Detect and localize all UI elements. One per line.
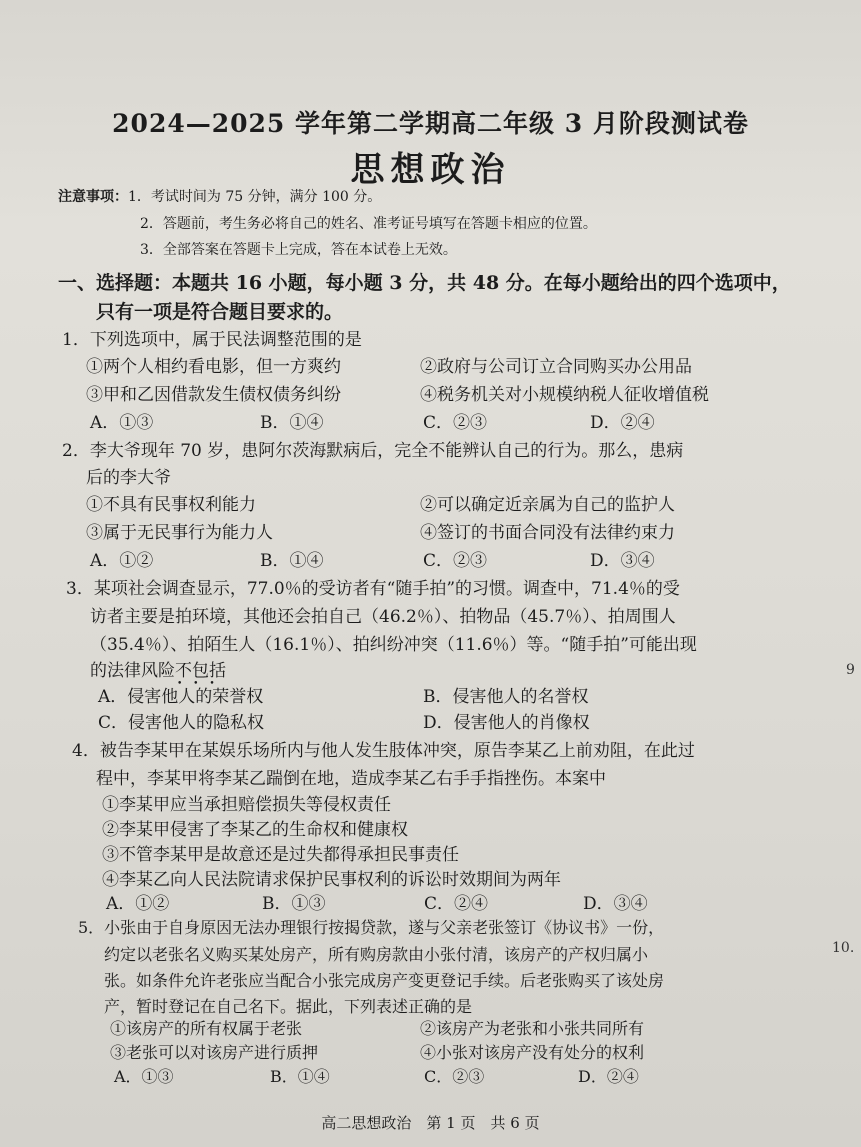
q3-option-a[interactable]: A．侵害他人的荣誉权 [98,687,264,707]
q3-stem-line4: 的法律风险不包括 • • • [90,656,226,681]
q4-statement-2: ②李某甲侵害了李某乙的生命权和健康权 [102,820,408,840]
q2-option-b[interactable]: B．①④ [260,551,324,571]
q4-option-a[interactable]: A．①② [106,894,170,914]
q3-stem-line2: 访者主要是拍环境，其他还会拍自己（46.2％）、拍物品（45.7％）、拍周围人 [90,607,676,627]
section-heading-line1: 一、选择题：本题共 16 小题，每小题 3 分，共 48 分。在每小题给出的四个选项中， [58,272,791,294]
q5-statement-2: ②该房产为老张和小张共同所有 [420,1019,645,1038]
q5-option-c[interactable]: C．②③ [424,1067,485,1086]
notice-item-3: 3．全部答案在答题卡上完成，答在本试卷上无效。 [140,242,457,258]
q2-option-c[interactable]: C．②③ [423,551,488,571]
q2-statement-3: ③属于无民事行为能力人 [86,523,273,543]
exam-title: 2024—2025 学年第二学期高二年级 3 月阶段测试卷 [112,109,749,138]
q1-statement-3: ③甲和乙因借款发生债权债务纠纷 [86,385,341,405]
q5-stem-line2: 约定以老张名义购买某处房产，所有购房款由小张付清，该房产的产权归属小 [104,945,649,964]
notice-label: 注意事项： [58,189,128,205]
section-heading-line2: 只有一项是符合题目要求的。 [96,301,344,323]
q3-stem-line3: （35.4％）、拍陌生人（16.1％）、拍纠纷冲突（11.6％）等。“随手拍”可能出现 [90,635,697,655]
edge-fragment-1: 9 [846,662,855,678]
q3-option-b[interactable]: B．侵害他人的名誉权 [423,687,589,707]
q5-option-b[interactable]: B．①④ [270,1067,330,1086]
page-footer: 高二思想政治 第 1 页 共 6 页 [321,1114,540,1132]
q5-statement-4: ④小张对该房产没有处分的权利 [420,1043,645,1062]
q3-stem-line1: 3．某项社会调查显示，77.0％的受访者有“随手拍”的习惯。调查中，71.4％的受 [66,579,680,599]
emphasis-not-include: 不包括 • • • [175,661,226,681]
q5-statement-3: ③老张可以对该房产进行质押 [110,1043,319,1062]
q4-option-c[interactable]: C．②④ [424,894,489,914]
q1-option-d[interactable]: D．②④ [590,413,655,433]
q4-statement-4: ④李某乙向人民法院请求保护民事权利的诉讼时效期间为两年 [102,870,561,890]
q5-option-d[interactable]: D．②④ [578,1067,639,1086]
q5-stem-line4: 产，暂时登记在自己名下。据此，下列表述正确的是 [104,997,473,1016]
notice-item-1: 注意事项：1．考试时间为 75 分钟，满分 100 分。 [58,189,382,205]
q3-option-c[interactable]: C．侵害他人的隐私权 [98,713,265,733]
q4-stem-line2: 程中，李某甲将李某乙踹倒在地，造成李某乙右手手指挫伤。本案中 [96,769,606,789]
q5-stem-line3: 张。如条件允许老张应当配合小张完成房产变更登记手续。后老张购买了该处房 [104,971,665,990]
q1-option-c[interactable]: C．②③ [423,413,488,433]
q2-statement-2: ②可以确定近亲属为自己的监护人 [420,495,675,515]
q5-statement-1: ①该房产的所有权属于老张 [110,1019,303,1038]
q2-stem-line1: 2．李大爷现年 70 岁，患阿尔茨海默病后，完全不能辨认自己的行为。那么，患病 [62,441,684,461]
q1-statement-1: ①两个人相约看电影，但一方爽约 [86,357,341,377]
q3-option-d[interactable]: D．侵害他人的肖像权 [423,713,590,733]
q2-statement-1: ①不具有民事权利能力 [86,495,256,515]
q5-stem-line1: 5．小张由于自身原因无法办理银行按揭贷款，遂与父亲老张签订《协议书》一份， [78,918,665,937]
edge-fragment-2: 10. [832,940,855,956]
q4-statement-3: ③不管李某甲是故意还是过失都得承担民事责任 [102,845,459,865]
q4-stem-line1: 4．被告李某甲在某娱乐场所内与他人发生肢体冲突，原告李某乙上前劝阻，在此过 [72,741,695,761]
exam-subject: 思想政治 [350,150,511,190]
q1-stem: 1．下列选项中，属于民法调整范围的是 [62,330,362,350]
q2-stem-line2: 后的李大爷 [86,468,171,488]
q4-option-d[interactable]: D．③④ [583,894,648,914]
notice-item-2: 2．答题前，考生务必将自己的姓名、准考证号填写在答题卡相应的位置。 [140,216,597,232]
q4-option-b[interactable]: B．①③ [262,894,326,914]
q1-option-b[interactable]: B．①④ [260,413,324,433]
q1-statement-4: ④税务机关对小规模纳税人征收增值税 [420,385,709,405]
q4-statement-1: ①李某甲应当承担赔偿损失等侵权责任 [102,795,391,815]
q1-statement-2: ②政府与公司订立合同购买办公用品 [420,357,692,377]
q5-option-a[interactable]: A．①③ [114,1067,174,1086]
q2-statement-4: ④签订的书面合同没有法律约束力 [420,523,675,543]
q2-option-a[interactable]: A．①② [90,551,154,571]
q1-option-a[interactable]: A．①③ [90,413,154,433]
q2-option-d[interactable]: D．③④ [590,551,655,571]
